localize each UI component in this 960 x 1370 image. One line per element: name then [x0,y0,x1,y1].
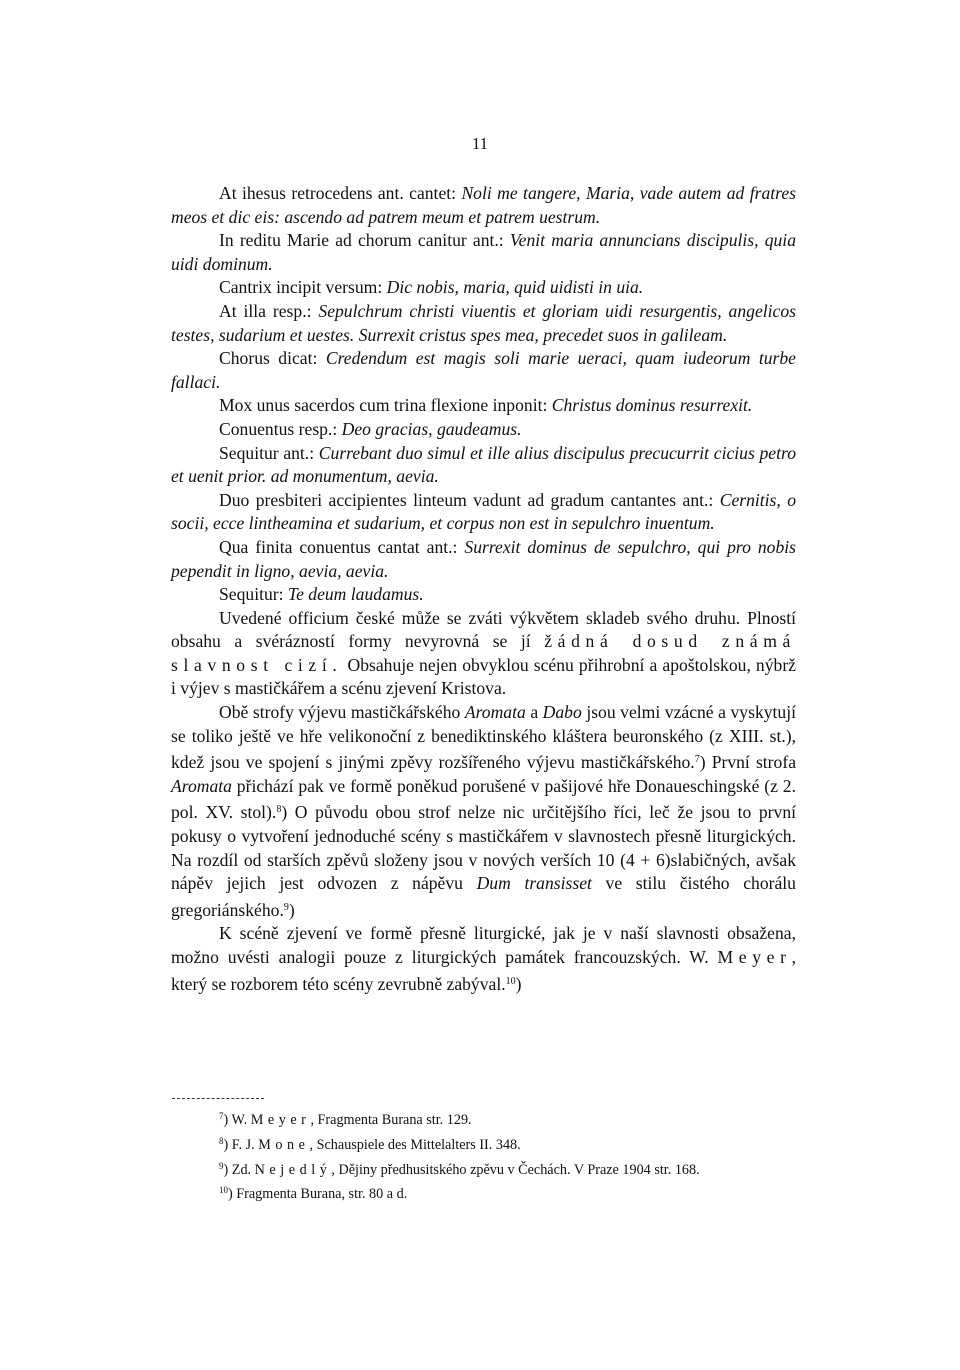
footnote-ref: 7 [219,1111,224,1121]
text-run: ) [515,973,522,994]
footnote-separator [172,1098,264,1099]
latin-text: Aromata [464,702,526,723]
footnote-ref: 8 [276,804,282,816]
text-run: ve stilu čistého chorálu gregoriánského. [171,873,796,920]
text-run: , Schauspiele des Mittelalters II. 348. [309,1136,521,1153]
latin-text: Te deum laudamus. [287,584,424,605]
text-run: At ihesus retrocedens ant. cantet: [219,183,462,203]
text-run: ) W. [223,1112,251,1128]
paragraph [171,418,796,442]
latin-text: Dic nobis, maria, quid uidisti in uia. [386,277,644,298]
text-run: ) Fragmenta Burana, str. 80 a d. [228,1186,408,1203]
latin-text: Credendum est magis soli marie ueraci, quam iudeorum turbe fallaci. [171,348,796,392]
text-run: ) O původu obou strof nelze nic určitějšího říci, leč že jsou to první pokusy o vytvoření jednoduché scény s mastičkářem v slavnostech přesně liturgických. Na rozdíl od starších zpěvů složeny jsou v nových verších 10 (4 + 6)slabičných, avšak nápěv jejich jest odvozen z nápěvu [171,802,797,894]
text-run: Chorus dicat: [219,348,326,369]
paragraph [171,922,796,996]
latin-text: Venit maria annuncians discipulis, quia uidi dominum. [171,230,796,274]
latin-text: Dabo [542,702,582,723]
paragraph [171,489,796,536]
text-run: In reditu Marie ad chorum canitur ant.: [219,230,510,251]
text-run: Obě strofy výjevu mastičkářského [219,702,465,723]
spaced-emphasis: Meyer [717,947,792,967]
text-run: Obsahuje nejen obvyklou scénu přihrobní a apoštolskou, nýbrž i výjev s mastičkářem a scénu zjevení Kristova. [171,654,796,699]
text-run: At illa resp.: [219,300,319,321]
latin-text: Aromata [171,775,232,796]
paragraph [171,536,796,583]
text-run: Duo presbiteri accipientes linteum vadunt ad gradum cantantes ant.: [219,489,720,510]
text-run: , Fragmenta Burana str. 129. [310,1112,472,1128]
text-run: Qua finita conuentus cantat ant.: [219,536,465,557]
text-run: přichází pak ve formě poněkud porušené v pašijové hře Donaueschingské (z 2. pol. XV. stol). [171,775,796,823]
paragraph [171,300,796,347]
latin-text: Surrexit dominus de sepulchro, qui pro nobis pependit in ligno, aevia, aevia. [171,536,796,581]
text-run: , který se rozborem této scény zevrubně zabýval. [171,947,796,994]
paragraph [171,442,796,489]
paragraph [171,701,796,922]
text-run: , Dějiny předhusitského zpěvu v Čechách. V Praze 1904 str. 168. [331,1161,700,1178]
text-run: a [525,702,543,723]
latin-text: Christus dominus resurrexit. [551,395,753,416]
text-run: Uvedené officium české může se zváti výkvětem skladeb svého druhu. Plností obsahu a svérázností formy nevyrovná se jí [171,607,796,652]
spaced-emphasis: Mone [258,1136,310,1153]
text-run: ) F. J. [223,1136,259,1153]
footnote-ref: 9 [219,1160,224,1171]
latin-text: Deo gracias, gaudeamus. [341,418,522,439]
paragraph [171,394,796,418]
footnote [171,1180,796,1205]
text-run: jsou velmi vzácné a vyskytují se toliko ještě ve hře velikonoční z benediktinského kláštera beuronského (z XIII. st.), kdež jsou ve spojení s jinými zpěvy rozšířeného výjevu mastičkářského. [171,702,796,773]
footnote-ref: 9 [283,901,289,913]
spaced-emphasis: žádná dosud známá slavnost cizí. [171,631,796,675]
footnote [171,1131,796,1156]
latin-text: Sepulchrum christi viuentis et gloriam uidi resurgentis, angelicos testes, sudarium et uestes. Surrexit cristus spes mea, precedet suos in galileam. [171,300,796,345]
text-run: ) Zd. [223,1161,255,1178]
paragraph [171,347,796,394]
spaced-emphasis: Meyer [250,1112,311,1128]
text-run: K scéně zjevení ve formě přesně liturgické, jak je v naší slavnosti obsažena, možno uvésti analogii pouze z liturgických památek francouzských. W. [171,923,796,967]
page-number: 11 [471,134,489,153]
text-run: Cantrix incipit versum: [219,277,387,298]
paragraph [171,229,796,276]
text-run: ) [288,899,295,920]
latin-text: Noli me tangere, Maria, vade autem ad fratres meos et dic eis: ascendo ad patrem meum et patrem uestrum. [171,183,796,227]
latin-text: Dum transisset [476,873,592,894]
paragraph [171,607,796,701]
text-run: Sequitur: [219,584,288,605]
text-run: ) První strofa [699,752,797,773]
footnote [171,1156,796,1181]
text-run: Mox unus sacerdos cum trina flexione inponit: [219,395,552,416]
footnote-ref: 10 [219,1185,228,1196]
latin-text: Currebant duo simul et ille alius discipulus precucurrit cicius petro et uenit prior. ad monumentum, aevia. [171,442,796,487]
footnotes [171,1106,796,1205]
paragraph [171,182,796,229]
text-run: Conuentus resp.: [219,418,342,439]
latin-text: Cernitis, o socii, ecce lintheamina et sudarium, et corpus non est in sepulchro inuentum. [171,489,796,534]
paragraph [171,276,796,300]
body-text [171,182,796,996]
paragraph [171,583,796,607]
footnote-ref: 10 [505,975,516,987]
footnote-ref: 7 [694,754,700,766]
text-run: Sequitur ant.: [219,442,319,463]
spaced-emphasis: Nejedlý [254,1161,332,1178]
footnote [171,1106,796,1131]
footnote-ref: 8 [219,1135,224,1146]
